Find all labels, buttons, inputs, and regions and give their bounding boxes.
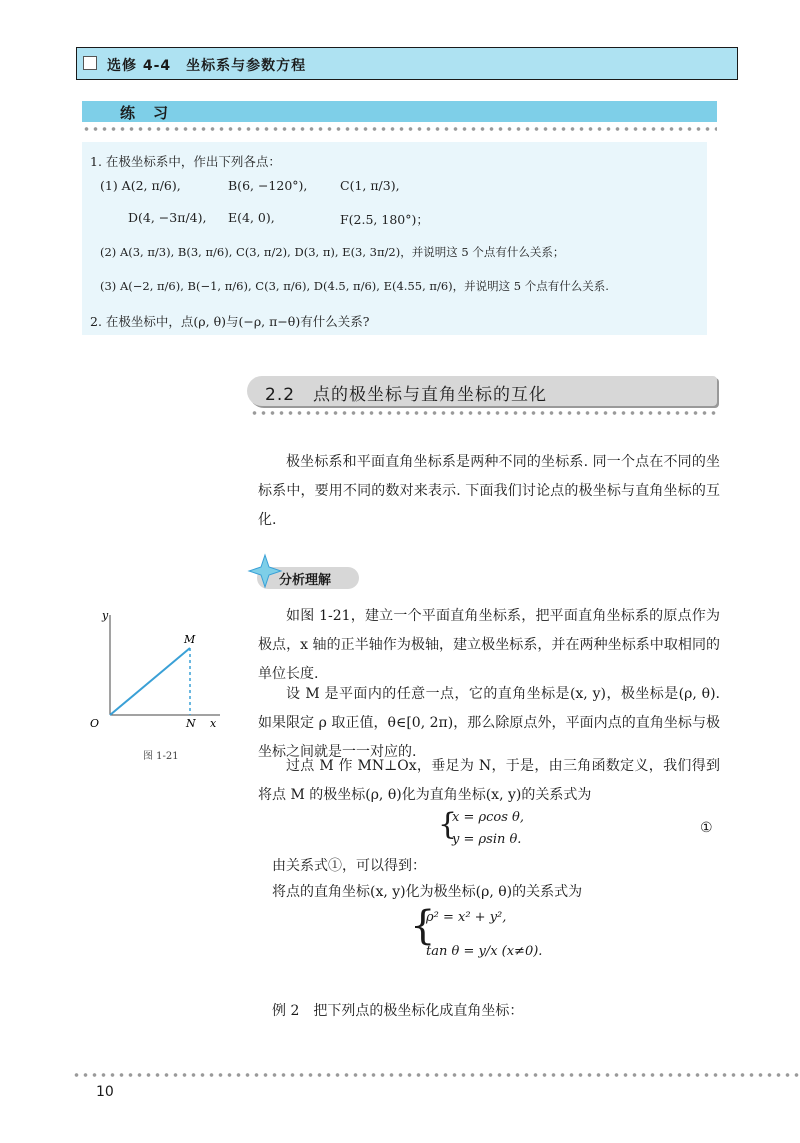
label-y: y bbox=[102, 609, 109, 622]
chapter-header bbox=[76, 47, 738, 80]
example-2: 例 2 把下列点的极坐标化成直角坐标： bbox=[272, 1003, 524, 1019]
body-paragraph-3: 过点 M 作 MN⊥Ox，垂足为 N，于是，由三角函数定义，我们得到将点 M 的极坐标(ρ, θ)化为直角坐标(x, y)的关系式为 bbox=[258, 758, 720, 803]
formula-1-number: ① bbox=[700, 820, 713, 836]
figure-caption: 图 1-21 bbox=[143, 751, 179, 762]
exercise-q1-1f: F(2.5, 180°)； bbox=[340, 212, 429, 227]
exercise-q1: 1. 在极坐标系中，作出下列各点： bbox=[90, 154, 281, 169]
body-paragraph-2: 设 M 是平面内的任意一点，它的直角坐标是(x, y)，极坐标是(ρ, θ). 如果限定 ρ 取正值，θ∈[0, 2π)，那么除原点外，平面内点的直角坐标与极坐标之间就是一一对应的. bbox=[258, 686, 720, 760]
body-paragraph-5: 将点的直角坐标(x, y)化为极坐标(ρ, θ)的关系式为 bbox=[272, 884, 583, 900]
page-number: 10 bbox=[96, 1084, 114, 1100]
label-m: M bbox=[184, 633, 196, 646]
brace: { bbox=[410, 903, 436, 949]
exercise-title: 练习 bbox=[120, 104, 187, 122]
star-icon bbox=[247, 553, 283, 589]
section-title: 2.2 点的极坐标与直角坐标的互化 bbox=[265, 385, 548, 405]
exercise-box bbox=[82, 142, 707, 335]
analysis-label: 分析理解 bbox=[279, 573, 332, 588]
body-paragraph-4: 由关系式①，可以得到： bbox=[272, 858, 426, 874]
intro-paragraph: 极坐标系和平面直角坐标系是两种不同的坐标系. 同一个点在不同的坐标系中，要用不同的数对来表示. 下面我们讨论点的极坐标与直角坐标的互化. bbox=[258, 454, 720, 528]
formula-2b: tan θ = y/x (x≠0). bbox=[426, 944, 543, 959]
brace: { bbox=[438, 807, 458, 842]
om-segment bbox=[110, 648, 190, 715]
exercise-q1-1a: (1) A(2, π/6), bbox=[100, 178, 181, 193]
section-title-bar bbox=[247, 376, 717, 406]
divider-dots bbox=[250, 410, 718, 416]
figure-1-21 bbox=[80, 605, 230, 735]
exercise-q1-1d: D(4, −3π/4), bbox=[128, 210, 207, 225]
formula-1b: y = ρsin θ. bbox=[452, 832, 522, 847]
label-x: x bbox=[210, 717, 217, 730]
exercise-title-bar bbox=[82, 101, 717, 122]
header-square-icon bbox=[83, 56, 97, 70]
exercise-q1-1c: C(1, π/3), bbox=[340, 178, 400, 193]
formula-2a: ρ² = x² + y², bbox=[426, 910, 507, 925]
exercise-q1-2: (2) A(3, π/3), B(3, π/6), C(3, π/2), D(3, π), E(3, 3π/2)，并说明这 5 个点有什么关系； bbox=[100, 245, 565, 259]
formula-1a: x = ρcos θ, bbox=[452, 810, 525, 825]
chapter-title: 选修 4-4 坐标系与参数方程 bbox=[107, 58, 307, 74]
exercise-q1-3: (3) A(−2, π/6), B(−1, π/6), C(3, π/6), D(4.5, π/6), E(4.55, π/6)，并说明这 5 个点有什么关系. bbox=[100, 279, 609, 293]
analysis-badge bbox=[247, 563, 359, 589]
divider-dots bbox=[82, 126, 717, 132]
exercise-q1-1b: B(6, −120°), bbox=[228, 178, 308, 193]
body-paragraph-1: 如图 1-21，建立一个平面直角坐标系，把平面直角坐标系的原点作为极点，x 轴的正半轴作为极轴，建立极坐标系，并在两种坐标系中取相同的单位长度. bbox=[258, 608, 720, 682]
exercise-q2: 2. 在极坐标中，点(ρ, θ)与(−ρ, π−θ)有什么关系? bbox=[90, 314, 370, 329]
label-n: N bbox=[186, 717, 196, 730]
exercise-q1-1e: E(4, 0), bbox=[228, 210, 275, 225]
footer-dots bbox=[72, 1072, 800, 1078]
label-o: O bbox=[90, 717, 100, 730]
